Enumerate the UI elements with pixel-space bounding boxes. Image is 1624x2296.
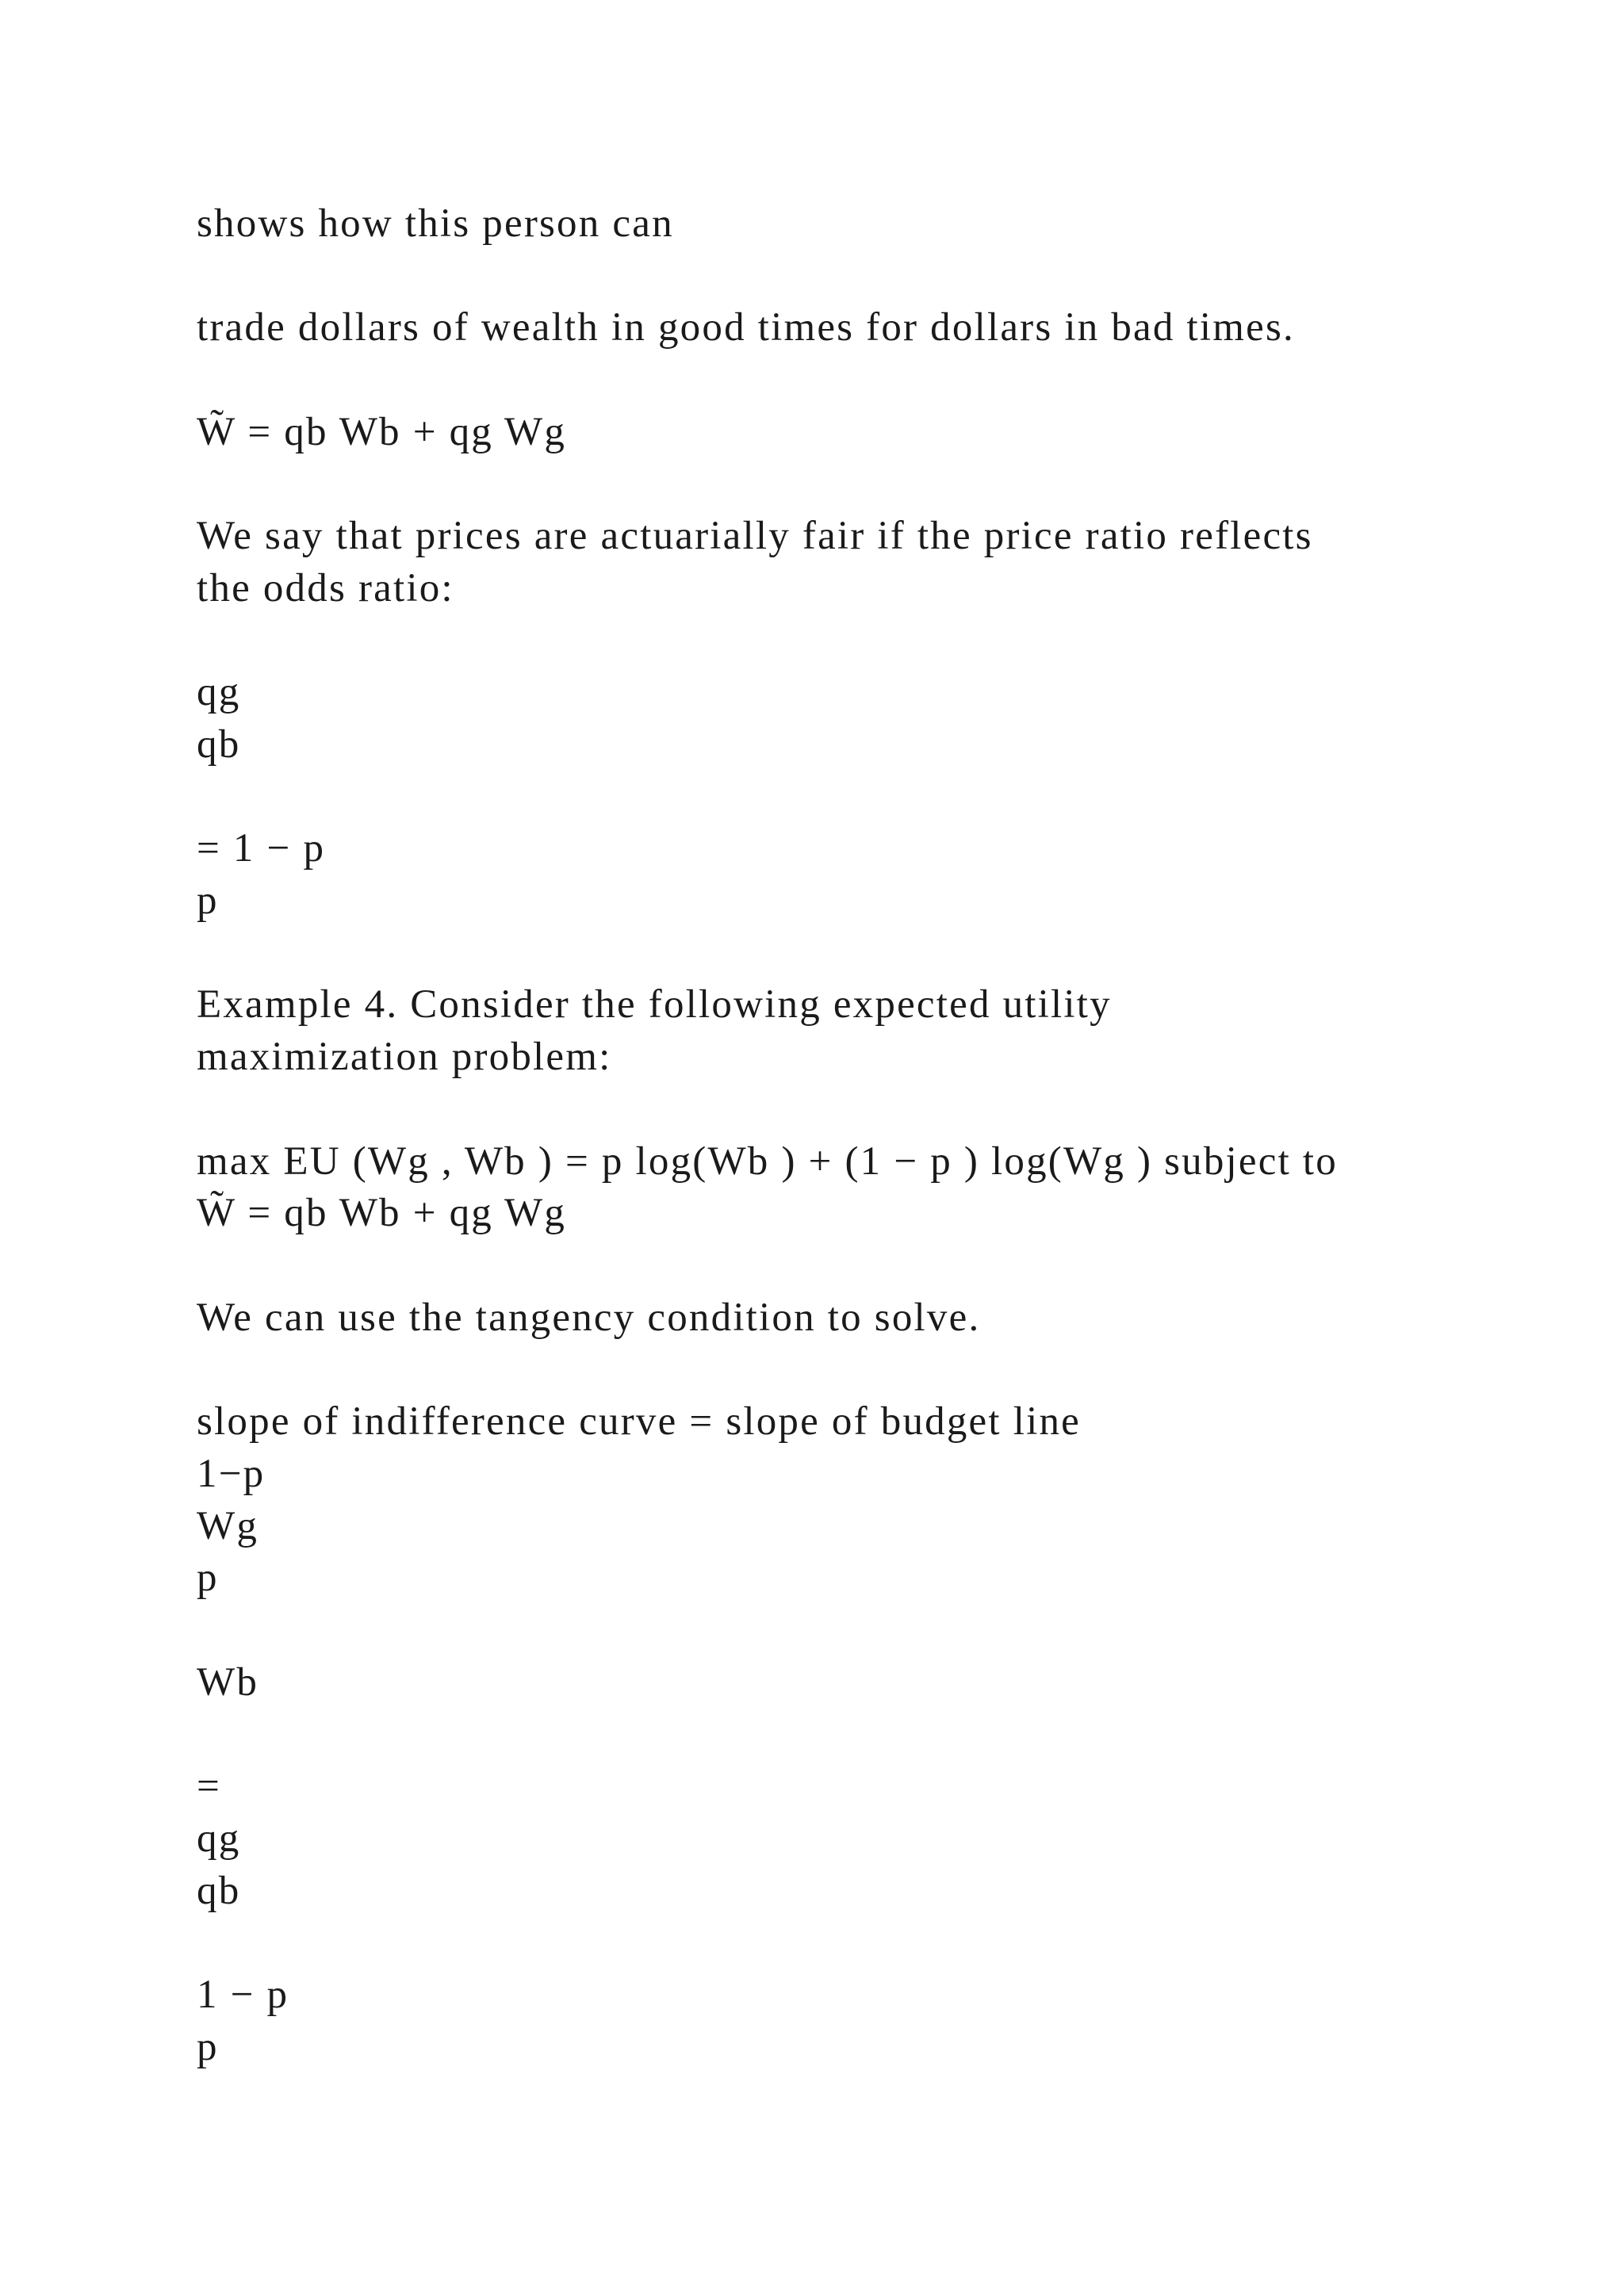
text-line: slope of indifference curve = slope of budget line	[197, 1399, 1081, 1444]
fraction-numerator: qg	[197, 670, 241, 714]
text-line: We say that prices are actuarially fair if the price ratio reflects	[197, 514, 1313, 558]
text-line: Example 4. Consider the following expected utility	[197, 982, 1112, 1027]
equation-line: W̃ = qb Wb + qg Wg	[197, 1191, 567, 1235]
text-line: shows how this person can	[197, 201, 674, 246]
fraction-denominator: qb	[197, 1869, 241, 1913]
fraction-denominator: qb	[197, 722, 241, 767]
fraction-denominator: Wg	[197, 1504, 259, 1548]
fraction-numerator: 1−p	[197, 1452, 266, 1496]
fraction-denominator: p	[197, 2025, 219, 2069]
text-line: We can use the tangency condition to solve.	[197, 1295, 981, 1340]
fraction-denominator: p	[197, 878, 219, 923]
text-line: trade dollars of wealth in good times for dollars in bad times.	[197, 305, 1295, 350]
fraction-numerator: qg	[197, 1816, 241, 1861]
text-line: maximization problem:	[197, 1035, 612, 1079]
fraction-numerator: 1 − p	[197, 1973, 289, 2017]
fraction-denominator: Wb	[197, 1660, 259, 1705]
text-line: the odds ratio:	[197, 566, 454, 610]
equals-sign: =	[197, 1764, 221, 1808]
equation-line: W̃ = qb Wb + qg Wg	[197, 410, 567, 454]
equation-line: max EU (Wg , Wb ) = p log(Wb ) + (1 − p ) log(Wg ) subject to	[197, 1139, 1338, 1184]
fraction-numerator: = 1 − p	[197, 826, 326, 871]
fraction-numerator: p	[197, 1556, 219, 1600]
